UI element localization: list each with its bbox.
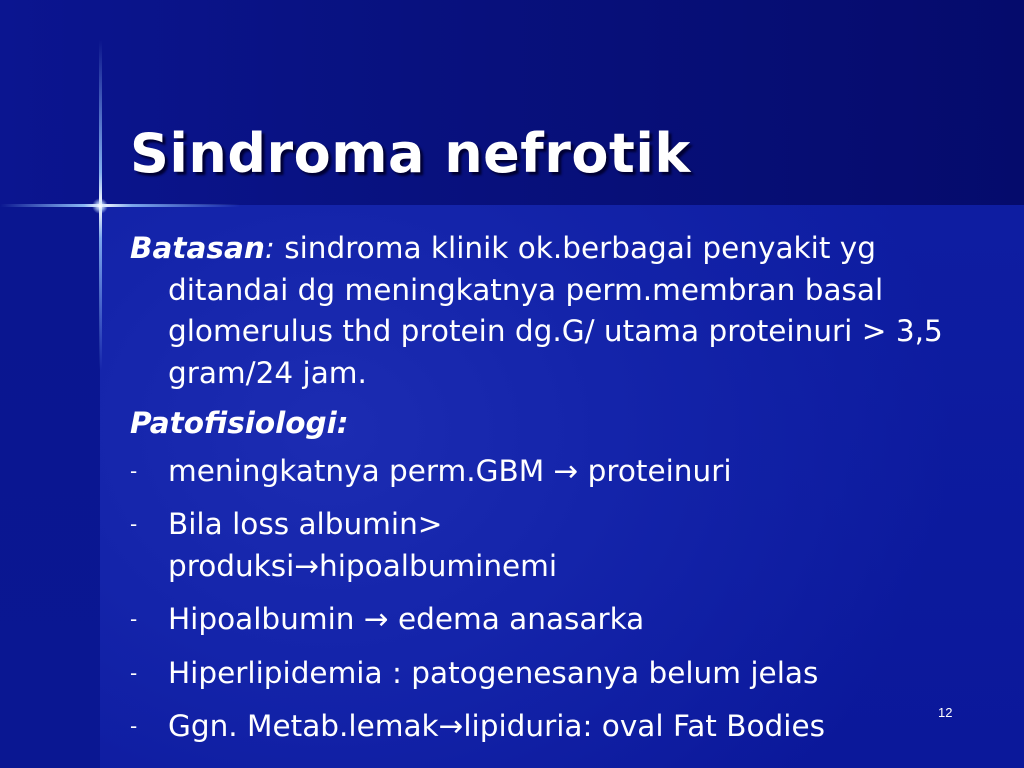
definition-colon: : xyxy=(264,231,275,265)
list-item xyxy=(130,706,888,748)
slide-title: Sindroma nefrotik xyxy=(130,122,691,185)
list-item xyxy=(130,504,568,587)
definition-paragraph xyxy=(130,228,990,394)
list-item-text: Bila loss albumin> produksi→hipoalbuminemi xyxy=(168,507,558,583)
list-item-text: Hiperlipidemia : patogenesanya belum jelas xyxy=(168,655,819,690)
list-item-text: Hipoalbumin → edema anasarka xyxy=(168,602,645,636)
bullet-dash: - xyxy=(130,660,138,685)
slide-body xyxy=(130,228,990,760)
left-column-decoration xyxy=(0,205,100,768)
list-item xyxy=(130,451,990,493)
list-item xyxy=(130,599,990,641)
definition-text: sindroma klinik ok.berbagai penyakit yg ditandai dg meningkatnya perm.membran basal glomerulus thd protein dg.G/ utama proteinuri > 3,5 gram/24 jam. xyxy=(168,231,943,390)
slide-page-number: 12 xyxy=(938,705,953,720)
list-item-text: Ggn. Metab.lemak→lipiduria: oval Fat Bodies xyxy=(168,709,825,743)
bullet-dash: - xyxy=(130,714,138,738)
pathophysiology-heading: Patofisiologi: xyxy=(130,406,349,440)
sparkle-star-icon xyxy=(92,198,108,214)
list-item-text: meningkatnya perm.GBM → proteinuri xyxy=(168,453,732,488)
bullet-dash: - xyxy=(130,512,138,536)
sparkle-horizontal-line xyxy=(0,204,240,207)
bullet-dash: - xyxy=(130,607,138,631)
bullet-dash: - xyxy=(130,458,138,483)
list-item xyxy=(130,653,990,695)
definition-label: Batasan xyxy=(130,231,265,265)
